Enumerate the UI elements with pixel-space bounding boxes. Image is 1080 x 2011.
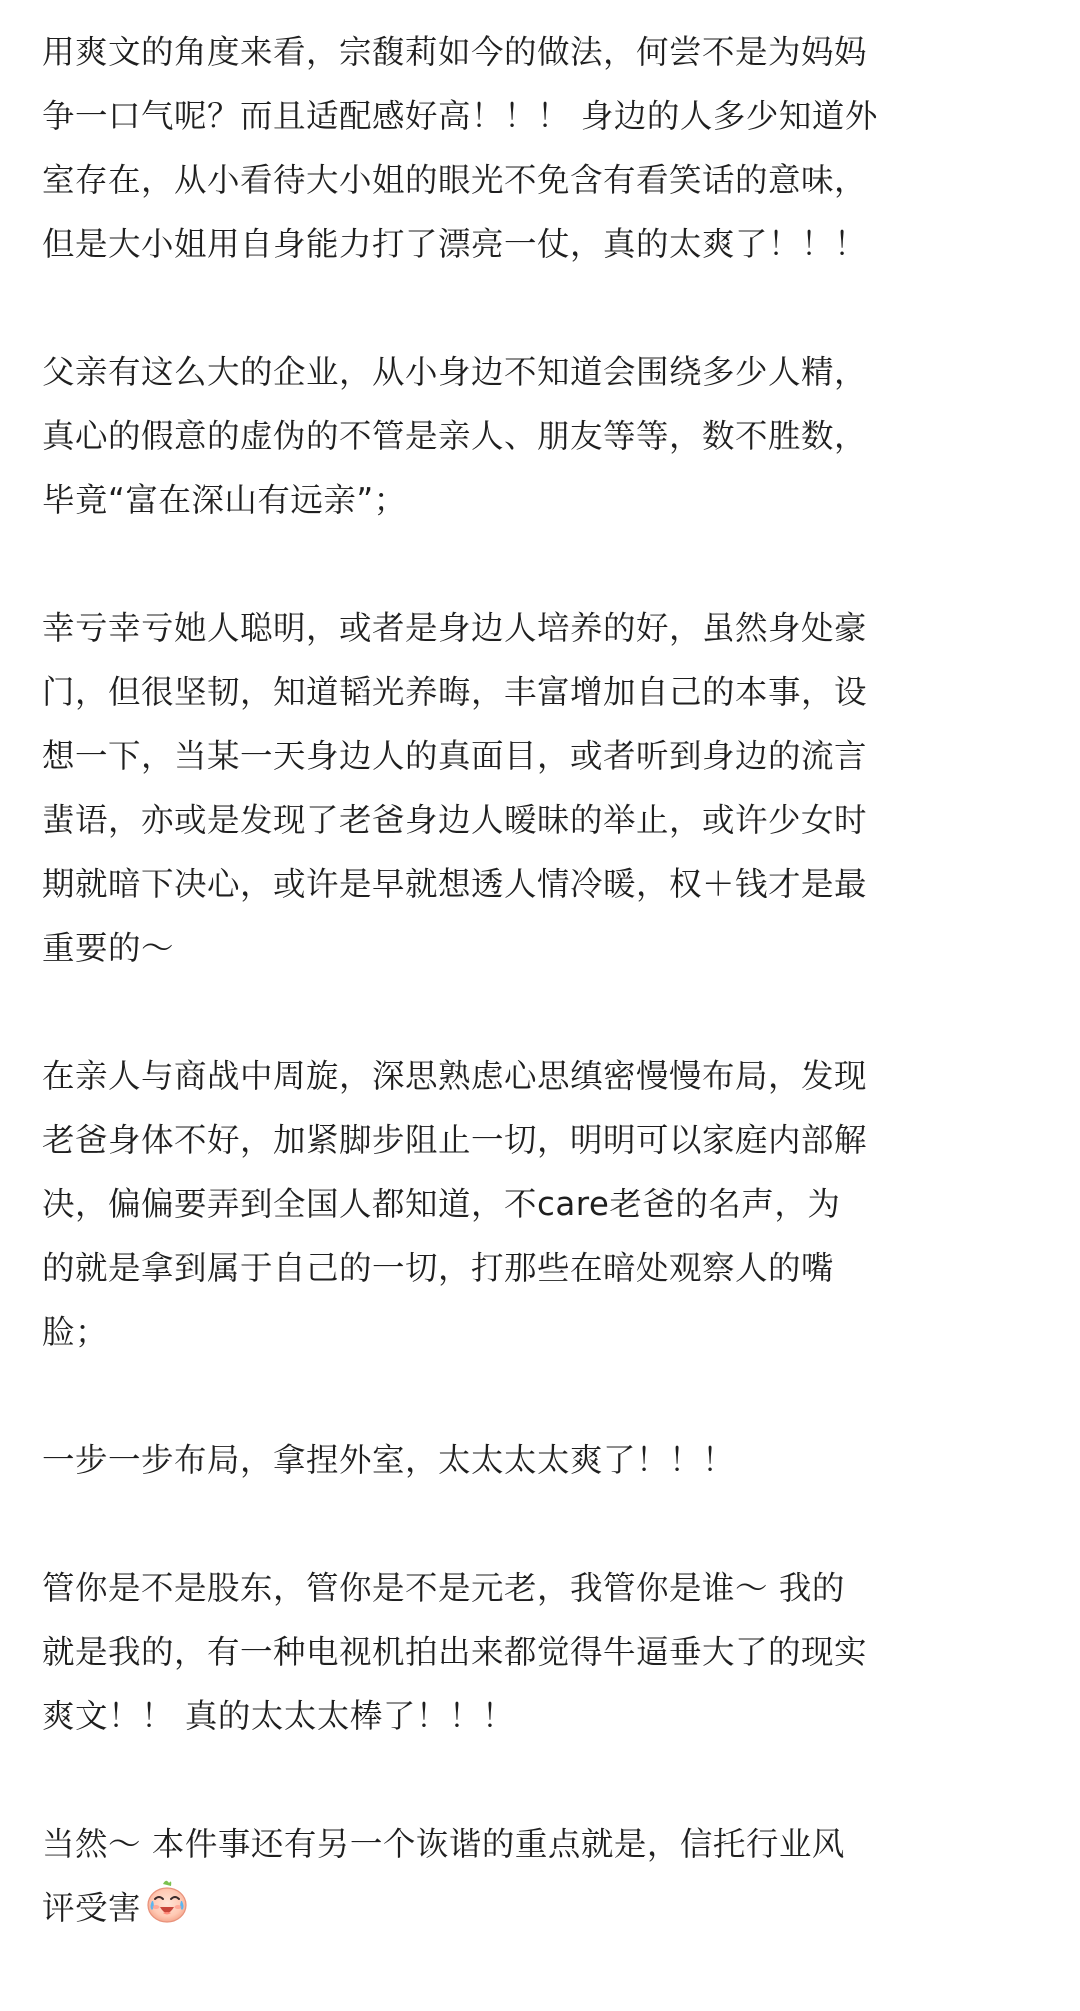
text-line: 的就是拿到属于自己的一切，打那些在暗处观察人的嘴	[42, 1249, 835, 1287]
text-line: 门，但很坚韧，知道韬光养晦，丰富增加自己的本事，设	[42, 673, 868, 711]
text-line-with-emoji	[42, 1876, 1038, 1940]
bottom-fade	[0, 1953, 1080, 2011]
paragraph-gap	[42, 980, 1038, 1044]
paragraph-gap	[42, 1748, 1038, 1812]
text-line: 脸；	[42, 1313, 109, 1351]
text-line: 蜚语，亦或是发现了老爸身边人暧昧的举止，或许少女时	[42, 801, 868, 839]
text-line: 父亲有这么大的企业，从小身边不知道会围绕多少人精，	[42, 353, 868, 391]
paragraph-4	[42, 1044, 1038, 1364]
text-line: 在亲人与商战中周旋，深思熟虑心思缜密慢慢布局，发现	[42, 1057, 868, 1095]
crying-laughing-emoji-icon	[143, 1877, 191, 1925]
paragraph-1	[42, 20, 1038, 276]
text-line: 爽文！！ 真的太太太棒了！！！	[42, 1697, 515, 1735]
paragraph-6	[42, 1556, 1038, 1748]
paragraph-gap	[42, 1364, 1038, 1428]
text-line: 用爽文的角度来看，宗馥莉如今的做法，何尝不是为妈妈	[42, 33, 868, 71]
text-line: 期就暗下决心，或许是早就想透人情冷暖，权＋钱才是最	[42, 865, 868, 903]
text-line: 想一下，当某一天身边人的真面目，或者听到身边的流言	[42, 737, 868, 775]
text-line: 但是大小姐用自身能力打了漂亮一仗，真的太爽了！！！	[42, 225, 868, 263]
text-line: 幸亏幸亏她人聪明，或者是身边人培养的好，虽然身处豪	[42, 609, 868, 647]
text-line: 当然～ 本件事还有另一个诙谐的重点就是，信托行业风	[42, 1825, 845, 1863]
text-line: 争一口气呢？而且适配感好高！！！ 身边的人多少知道外	[42, 97, 878, 135]
paragraph-7	[42, 1812, 1038, 1940]
text-line: 就是我的，有一种电视机拍出来都觉得牛逼垂大了的现实	[42, 1633, 868, 1671]
text-line: 评受害	[42, 1889, 142, 1927]
text-line: 重要的～	[42, 929, 175, 967]
paragraph-gap	[42, 1492, 1038, 1556]
text-line: 毕竟“富在深山有远亲”；	[42, 481, 407, 519]
paragraph-gap	[42, 276, 1038, 340]
text-line: 一步一步布局，拿捏外室，太太太太爽了！！！	[42, 1441, 736, 1479]
text-line: 室存在，从小看待大小姐的眼光不免含有看笑话的意味，	[42, 161, 868, 199]
text-line: 决，偏偏要弄到全国人都知道，不care老爸的名声，为	[42, 1185, 841, 1223]
paragraph-gap	[42, 532, 1038, 596]
paragraph-3	[42, 596, 1038, 980]
text-line: 管你是不是股东，管你是不是元老，我管你是谁～ 我的	[42, 1569, 845, 1607]
text-line: 真心的假意的虚伪的不管是亲人、朋友等等，数不胜数，	[42, 417, 868, 455]
text-line: 老爸身体不好，加紧脚步阻止一切，明明可以家庭内部解	[42, 1121, 868, 1159]
paragraph-5	[42, 1428, 1038, 1492]
paragraph-2	[42, 340, 1038, 532]
